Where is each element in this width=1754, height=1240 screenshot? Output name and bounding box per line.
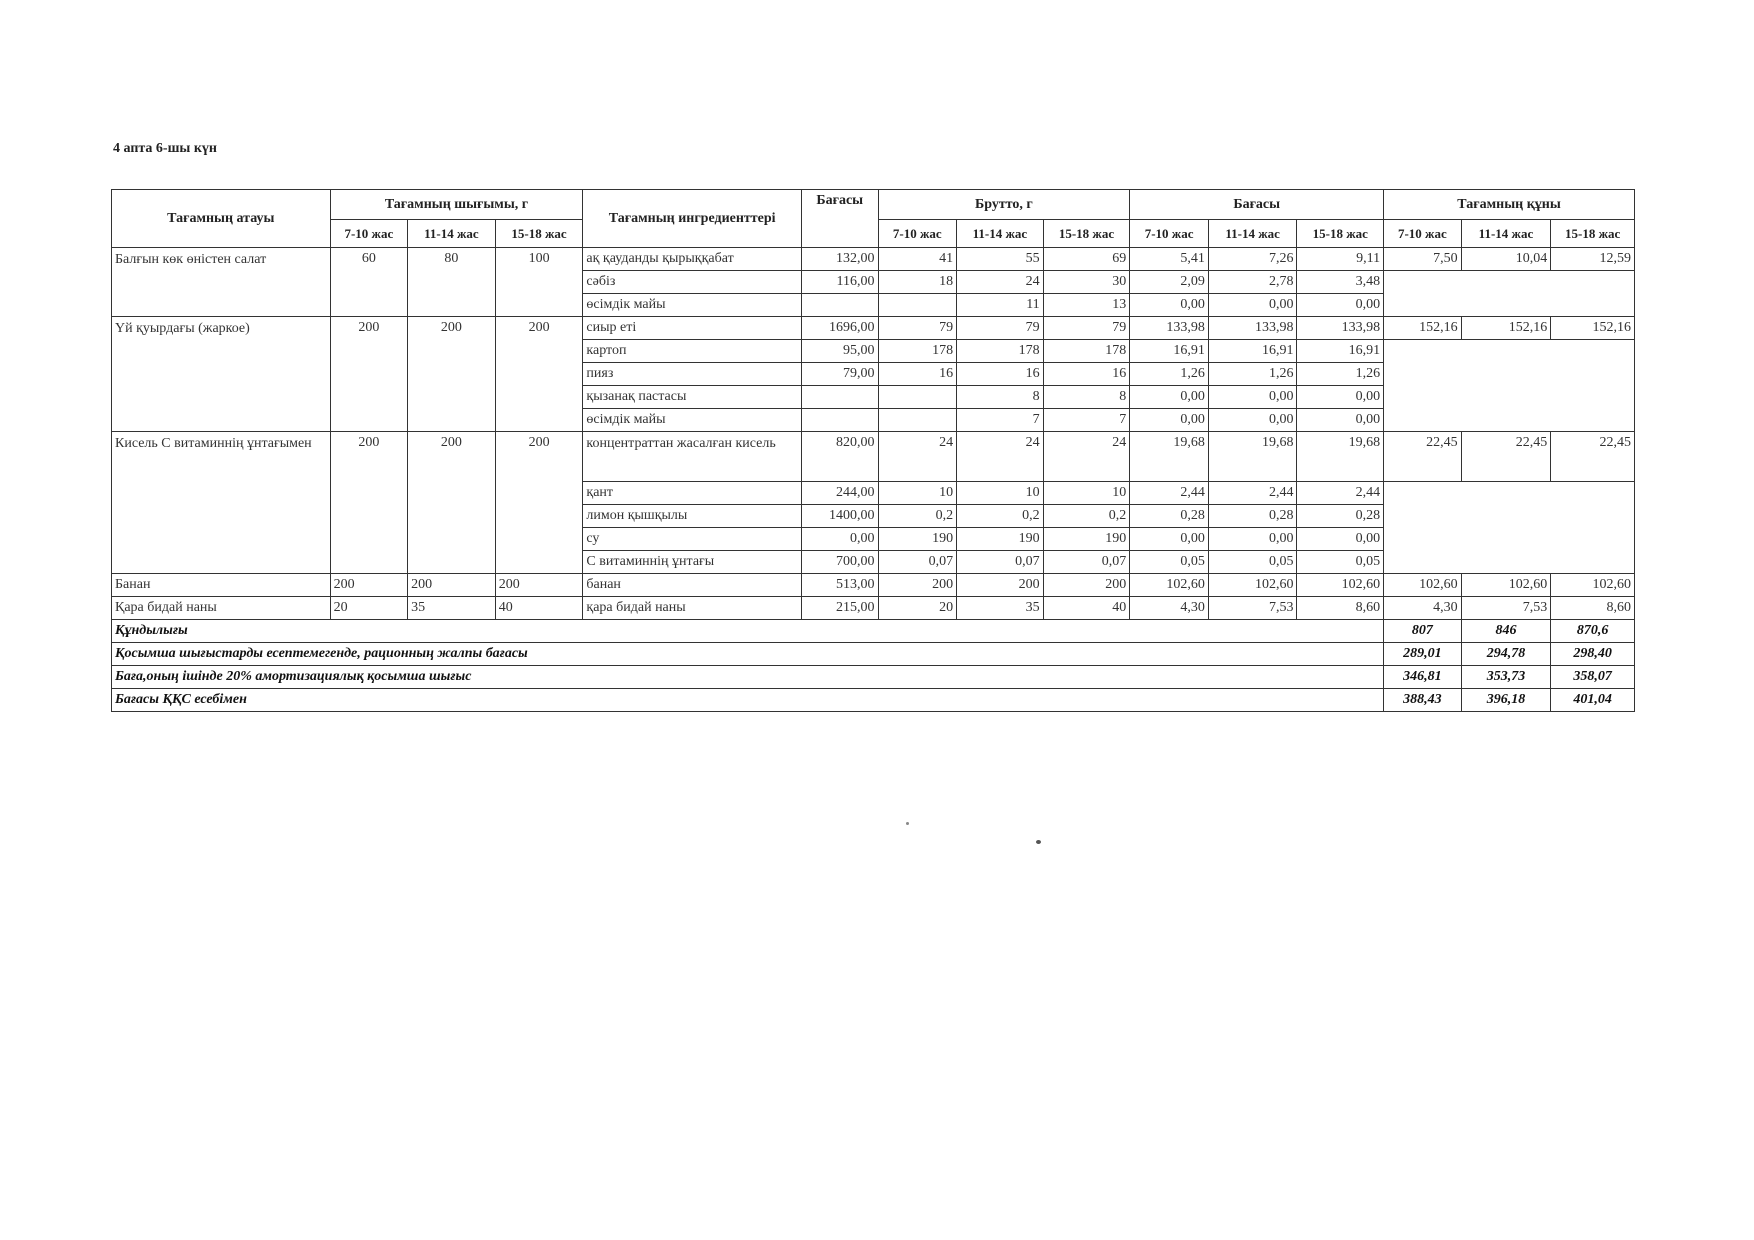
dish-yield: 35 — [408, 597, 496, 620]
total-value: 358,07 — [1551, 666, 1635, 689]
ingredient-brutto: 18 — [878, 271, 957, 294]
header-brutto: Брутто, г — [878, 190, 1130, 220]
ingredient-cost: 0,05 — [1208, 551, 1297, 574]
header-age-group: 11-14 жас — [957, 220, 1044, 248]
header-age-group: 11-14 жас — [1208, 220, 1297, 248]
dish-cost: 22,45 — [1384, 432, 1462, 482]
total-label: Баға,оның ішінде 20% амортизациялық қосымша шығыс — [112, 666, 1384, 689]
ingredient-cost: 2,78 — [1208, 271, 1297, 294]
ingredient-price: 95,00 — [801, 340, 878, 363]
total-value: 298,40 — [1551, 643, 1635, 666]
ingredient-cost: 2,44 — [1297, 482, 1384, 505]
ingredient-cost: 133,98 — [1130, 317, 1209, 340]
ingredient-cost: 133,98 — [1208, 317, 1297, 340]
ingredient-cost: 19,68 — [1130, 432, 1209, 482]
ingredient-cost: 2,44 — [1208, 482, 1297, 505]
ingredient-price: 700,00 — [801, 551, 878, 574]
dish-cost: 152,16 — [1384, 317, 1462, 340]
ingredient-brutto: 178 — [1043, 340, 1130, 363]
header-age-group: 7-10 жас — [1384, 220, 1462, 248]
ingredient-cost: 0,00 — [1130, 409, 1209, 432]
ingredient-brutto: 178 — [957, 340, 1044, 363]
ingredient-brutto: 190 — [1043, 528, 1130, 551]
ingredient-name: концентраттан жасалған кисель — [583, 432, 802, 482]
total-value: 396,18 — [1461, 689, 1551, 712]
ingredient-cost: 5,41 — [1130, 248, 1209, 271]
ingredient-cost: 3,48 — [1297, 271, 1384, 294]
ingredient-price — [801, 409, 878, 432]
ingredient-cost: 1,26 — [1130, 363, 1209, 386]
ingredient-brutto: 10 — [878, 482, 957, 505]
table-header — [112, 190, 1635, 248]
table-row — [112, 248, 1635, 271]
ingredient-price: 116,00 — [801, 271, 878, 294]
ingredient-brutto: 0,07 — [957, 551, 1044, 574]
total-value: 353,73 — [1461, 666, 1551, 689]
table-row — [112, 574, 1635, 597]
dish-cost: 8,60 — [1551, 597, 1635, 620]
ingredient-cost: 1,26 — [1297, 363, 1384, 386]
table-body — [112, 248, 1635, 712]
dish-yield: 200 — [408, 432, 496, 574]
ingredient-cost: 19,68 — [1208, 432, 1297, 482]
ingredient-cost: 7,53 — [1208, 597, 1297, 620]
ingredient-cost: 0,28 — [1297, 505, 1384, 528]
dish-yield: 80 — [408, 248, 496, 317]
ingredient-name: қызанақ пастасы — [583, 386, 802, 409]
dish-name: Үй қуырдағы (жаркое) — [112, 317, 331, 432]
ingredient-brutto: 11 — [957, 294, 1044, 317]
ingredient-brutto: 79 — [878, 317, 957, 340]
ingredient-price: 513,00 — [801, 574, 878, 597]
ingredient-cost: 1,26 — [1208, 363, 1297, 386]
total-row — [112, 620, 1635, 643]
ingredient-cost: 0,05 — [1297, 551, 1384, 574]
dish-yield: 200 — [330, 574, 408, 597]
ingredient-cost: 7,26 — [1208, 248, 1297, 271]
header-age-group: 11-14 жас — [1461, 220, 1551, 248]
ingredient-brutto: 24 — [957, 432, 1044, 482]
ingredient-price: 132,00 — [801, 248, 878, 271]
ingredient-brutto: 0,07 — [1043, 551, 1130, 574]
ingredient-name: сәбіз — [583, 271, 802, 294]
ingredient-brutto: 0,2 — [878, 505, 957, 528]
ingredient-cost: 8,60 — [1297, 597, 1384, 620]
ingredient-brutto — [878, 409, 957, 432]
ingredient-price: 1400,00 — [801, 505, 878, 528]
ingredient-cost: 0,00 — [1297, 409, 1384, 432]
ingredient-cost: 133,98 — [1297, 317, 1384, 340]
ingredient-brutto: 24 — [957, 271, 1044, 294]
ingredient-brutto: 55 — [957, 248, 1044, 271]
ingredient-brutto: 0,2 — [957, 505, 1044, 528]
ingredient-cost: 0,28 — [1130, 505, 1209, 528]
header-dish-cost: Тағамның құны — [1384, 190, 1635, 220]
total-value: 401,04 — [1551, 689, 1635, 712]
ingredient-name: лимон қышқылы — [583, 505, 802, 528]
ingredient-brutto: 200 — [1043, 574, 1130, 597]
ingredient-brutto: 10 — [957, 482, 1044, 505]
ingredient-price: 215,00 — [801, 597, 878, 620]
ingredient-name: картоп — [583, 340, 802, 363]
dish-name: Кисель С витаминнің ұнтағымен — [112, 432, 331, 574]
header-age-group: 7-10 жас — [878, 220, 957, 248]
ingredient-name: С витаминнің ұнтағы — [583, 551, 802, 574]
ingredient-brutto: 13 — [1043, 294, 1130, 317]
ingredient-cost: 0,05 — [1130, 551, 1209, 574]
ingredient-brutto: 190 — [878, 528, 957, 551]
total-row — [112, 689, 1635, 712]
dish-yield: 60 — [330, 248, 408, 317]
dish-name: Банан — [112, 574, 331, 597]
ingredient-cost: 2,44 — [1130, 482, 1209, 505]
ingredient-name: ақ қауданды қырыққабат — [583, 248, 802, 271]
ingredient-brutto — [878, 386, 957, 409]
scan-speck — [1036, 840, 1041, 844]
ingredient-brutto: 24 — [878, 432, 957, 482]
ingredient-brutto: 40 — [1043, 597, 1130, 620]
header-age-group: 11-14 жас — [408, 220, 496, 248]
page-heading: 4 апта 6-шы күн — [113, 141, 217, 156]
ingredient-cost: 0,00 — [1130, 528, 1209, 551]
ingredient-cost: 102,60 — [1297, 574, 1384, 597]
ingredient-cost: 0,00 — [1208, 409, 1297, 432]
dish-cost: 102,60 — [1551, 574, 1635, 597]
header-age-group: 15-18 жас — [1043, 220, 1130, 248]
dish-cost: 4,30 — [1384, 597, 1462, 620]
ingredient-cost: 0,00 — [1130, 294, 1209, 317]
ingredient-brutto: 190 — [957, 528, 1044, 551]
ingredient-cost: 2,09 — [1130, 271, 1209, 294]
ingredient-price: 0,00 — [801, 528, 878, 551]
ingredient-name: қара бидай наны — [583, 597, 802, 620]
table-row — [112, 597, 1635, 620]
dish-yield: 200 — [495, 317, 583, 432]
dish-cost: 102,60 — [1384, 574, 1462, 597]
ingredient-cost: 0,00 — [1208, 528, 1297, 551]
ingredient-brutto: 178 — [878, 340, 957, 363]
ingredient-brutto: 20 — [878, 597, 957, 620]
ingredient-brutto: 0,2 — [1043, 505, 1130, 528]
total-value: 388,43 — [1384, 689, 1462, 712]
ingredient-cost: 9,11 — [1297, 248, 1384, 271]
ingredient-brutto: 24 — [1043, 432, 1130, 482]
dish-cost: 12,59 — [1551, 248, 1635, 271]
dish-cost: 10,04 — [1461, 248, 1551, 271]
dish-cost: 22,45 — [1461, 432, 1551, 482]
total-value: 807 — [1384, 620, 1462, 643]
dish-cost-empty — [1384, 482, 1635, 574]
total-value: 289,01 — [1384, 643, 1462, 666]
ingredient-cost: 4,30 — [1130, 597, 1209, 620]
ingredient-name: қант — [583, 482, 802, 505]
ingredient-cost: 0,00 — [1130, 386, 1209, 409]
ingredient-brutto: 79 — [957, 317, 1044, 340]
dish-yield: 200 — [495, 574, 583, 597]
ingredient-name: су — [583, 528, 802, 551]
ingredient-brutto: 200 — [957, 574, 1044, 597]
table-row — [112, 317, 1635, 340]
header-ingredients: Тағамның ингредиенттері — [583, 190, 802, 248]
header-age-group: 15-18 жас — [1551, 220, 1635, 248]
ingredient-price — [801, 386, 878, 409]
dish-yield: 200 — [408, 574, 496, 597]
header-age-group: 15-18 жас — [495, 220, 583, 248]
dish-cost: 7,50 — [1384, 248, 1462, 271]
ingredient-brutto: 8 — [957, 386, 1044, 409]
dish-cost: 22,45 — [1551, 432, 1635, 482]
ingredient-price: 1696,00 — [801, 317, 878, 340]
dish-cost-empty — [1384, 340, 1635, 432]
ingredient-name: банан — [583, 574, 802, 597]
table-row — [112, 432, 1635, 482]
ingredient-price — [801, 294, 878, 317]
total-value: 346,81 — [1384, 666, 1462, 689]
ingredient-brutto: 79 — [1043, 317, 1130, 340]
ingredient-cost: 0,00 — [1297, 294, 1384, 317]
ingredient-price: 244,00 — [801, 482, 878, 505]
ingredient-cost: 16,91 — [1208, 340, 1297, 363]
ingredient-cost: 102,60 — [1130, 574, 1209, 597]
ingredient-cost: 16,91 — [1130, 340, 1209, 363]
ingredient-brutto: 200 — [878, 574, 957, 597]
ingredient-brutto: 35 — [957, 597, 1044, 620]
dish-cost: 7,53 — [1461, 597, 1551, 620]
header-dish-name: Тағамның атауы — [112, 190, 331, 248]
ingredient-cost: 0,00 — [1208, 386, 1297, 409]
ingredient-brutto: 0,07 — [878, 551, 957, 574]
ingredient-cost: 0,00 — [1297, 528, 1384, 551]
dish-cost: 152,16 — [1461, 317, 1551, 340]
ingredient-brutto — [878, 294, 957, 317]
header-age-group: 15-18 жас — [1297, 220, 1384, 248]
ingredient-brutto: 10 — [1043, 482, 1130, 505]
header-yield: Тағамның шығымы, г — [330, 190, 583, 220]
ingredient-name: сиыр еті — [583, 317, 802, 340]
header-cost: Бағасы — [1130, 190, 1384, 220]
total-label: Құндылығы — [112, 620, 1384, 643]
total-value: 294,78 — [1461, 643, 1551, 666]
header-price: Бағасы — [801, 190, 878, 248]
ingredient-brutto: 8 — [1043, 386, 1130, 409]
dish-cost: 152,16 — [1551, 317, 1635, 340]
header-age-group: 7-10 жас — [330, 220, 408, 248]
ingredient-brutto: 30 — [1043, 271, 1130, 294]
ingredient-cost: 0,28 — [1208, 505, 1297, 528]
dish-name: Балғын көк өністен салат — [112, 248, 331, 317]
ingredient-brutto: 16 — [957, 363, 1044, 386]
ingredient-price: 79,00 — [801, 363, 878, 386]
dish-yield: 40 — [495, 597, 583, 620]
ingredient-name: өсімдік майы — [583, 409, 802, 432]
dish-cost-empty — [1384, 271, 1635, 317]
total-value: 846 — [1461, 620, 1551, 643]
ingredient-cost: 102,60 — [1208, 574, 1297, 597]
dish-yield: 200 — [330, 317, 408, 432]
total-row — [112, 666, 1635, 689]
total-row — [112, 643, 1635, 666]
header-age-group: 7-10 жас — [1130, 220, 1209, 248]
scan-speck — [906, 822, 909, 825]
dish-cost: 102,60 — [1461, 574, 1551, 597]
dish-name: Қара бидай наны — [112, 597, 331, 620]
ingredient-brutto: 41 — [878, 248, 957, 271]
ingredient-brutto: 16 — [878, 363, 957, 386]
dish-yield: 100 — [495, 248, 583, 317]
ingredient-price: 820,00 — [801, 432, 878, 482]
ingredient-brutto: 69 — [1043, 248, 1130, 271]
ingredient-name: өсімдік майы — [583, 294, 802, 317]
dish-yield: 200 — [408, 317, 496, 432]
total-label: Бағасы ҚҚС есебімен — [112, 689, 1384, 712]
total-label: Қосымша шығыстарды есептемегенде, рационның жалпы бағасы — [112, 643, 1384, 666]
ingredient-cost: 19,68 — [1297, 432, 1384, 482]
ingredient-cost: 16,91 — [1297, 340, 1384, 363]
ingredient-cost: 0,00 — [1208, 294, 1297, 317]
dish-yield: 20 — [330, 597, 408, 620]
ingredient-brutto: 16 — [1043, 363, 1130, 386]
ingredient-brutto: 7 — [957, 409, 1044, 432]
menu-table — [111, 189, 1635, 712]
dish-yield: 200 — [330, 432, 408, 574]
ingredient-name: пияз — [583, 363, 802, 386]
ingredient-cost: 0,00 — [1297, 386, 1384, 409]
total-value: 870,6 — [1551, 620, 1635, 643]
ingredient-brutto: 7 — [1043, 409, 1130, 432]
dish-yield: 200 — [495, 432, 583, 574]
